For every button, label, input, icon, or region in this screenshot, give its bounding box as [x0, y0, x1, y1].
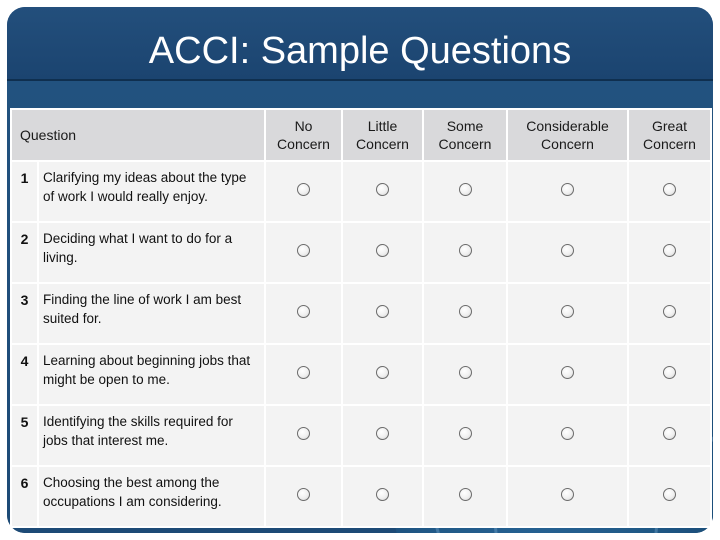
radio-great-concern[interactable] [663, 488, 676, 501]
question-text: Deciding what I want to do for a living. [38, 222, 265, 283]
question-text: Learning about beginning jobs that might be open to me. [38, 344, 265, 405]
radio-some-concern[interactable] [459, 366, 472, 379]
radio-considerable-concern[interactable] [561, 244, 574, 257]
radio-considerable-concern[interactable] [561, 366, 574, 379]
table-row [11, 344, 711, 405]
radio-great-concern[interactable] [663, 244, 676, 257]
column-header-little-concern: Little Concern [342, 109, 423, 161]
radio-great-concern[interactable] [663, 366, 676, 379]
radio-little-concern[interactable] [376, 183, 389, 196]
radio-little-concern[interactable] [376, 427, 389, 440]
question-text: Choosing the best among the occupations I am considering. [38, 466, 265, 527]
radio-considerable-concern[interactable] [561, 183, 574, 196]
header-row [11, 109, 711, 161]
radio-no-concern[interactable] [297, 244, 310, 257]
radio-some-concern[interactable] [459, 183, 472, 196]
radio-some-concern[interactable] [459, 305, 472, 318]
radio-no-concern[interactable] [297, 366, 310, 379]
radio-some-concern[interactable] [459, 488, 472, 501]
radio-little-concern[interactable] [376, 488, 389, 501]
radio-great-concern[interactable] [663, 427, 676, 440]
table-row [11, 466, 711, 527]
question-number: 5 [11, 405, 38, 466]
radio-no-concern[interactable] [297, 183, 310, 196]
column-header-considerable-concern: Considerable Concern [507, 109, 628, 161]
column-header-great-concern: Great Concern [628, 109, 711, 161]
questionnaire [10, 108, 710, 509]
radio-considerable-concern[interactable] [561, 488, 574, 501]
column-header-question: Question [11, 109, 265, 161]
question-text: Identifying the skills required for jobs that interest me. [38, 405, 265, 466]
table-row [11, 161, 711, 222]
table-row [11, 405, 711, 466]
radio-considerable-concern[interactable] [561, 427, 574, 440]
slide-title: ACCI: Sample Questions [148, 30, 572, 72]
title-divider [7, 79, 713, 81]
column-header-no-concern: No Concern [265, 109, 342, 161]
table-row [11, 283, 711, 344]
radio-some-concern[interactable] [459, 427, 472, 440]
radio-considerable-concern[interactable] [561, 305, 574, 318]
question-number: 2 [11, 222, 38, 283]
question-table [10, 108, 712, 528]
column-header-some-concern: Some Concern [423, 109, 507, 161]
radio-no-concern[interactable] [297, 305, 310, 318]
radio-no-concern[interactable] [297, 488, 310, 501]
radio-no-concern[interactable] [297, 427, 310, 440]
table-row [11, 222, 711, 283]
question-text: Finding the line of work I am best suited for. [38, 283, 265, 344]
radio-little-concern[interactable] [376, 305, 389, 318]
question-number: 3 [11, 283, 38, 344]
question-number: 4 [11, 344, 38, 405]
radio-some-concern[interactable] [459, 244, 472, 257]
radio-great-concern[interactable] [663, 305, 676, 318]
radio-little-concern[interactable] [376, 244, 389, 257]
radio-great-concern[interactable] [663, 183, 676, 196]
radio-little-concern[interactable] [376, 366, 389, 379]
question-text: Clarifying my ideas about the type of work I would really enjoy. [38, 161, 265, 222]
question-number: 1 [11, 161, 38, 222]
question-number: 6 [11, 466, 38, 527]
